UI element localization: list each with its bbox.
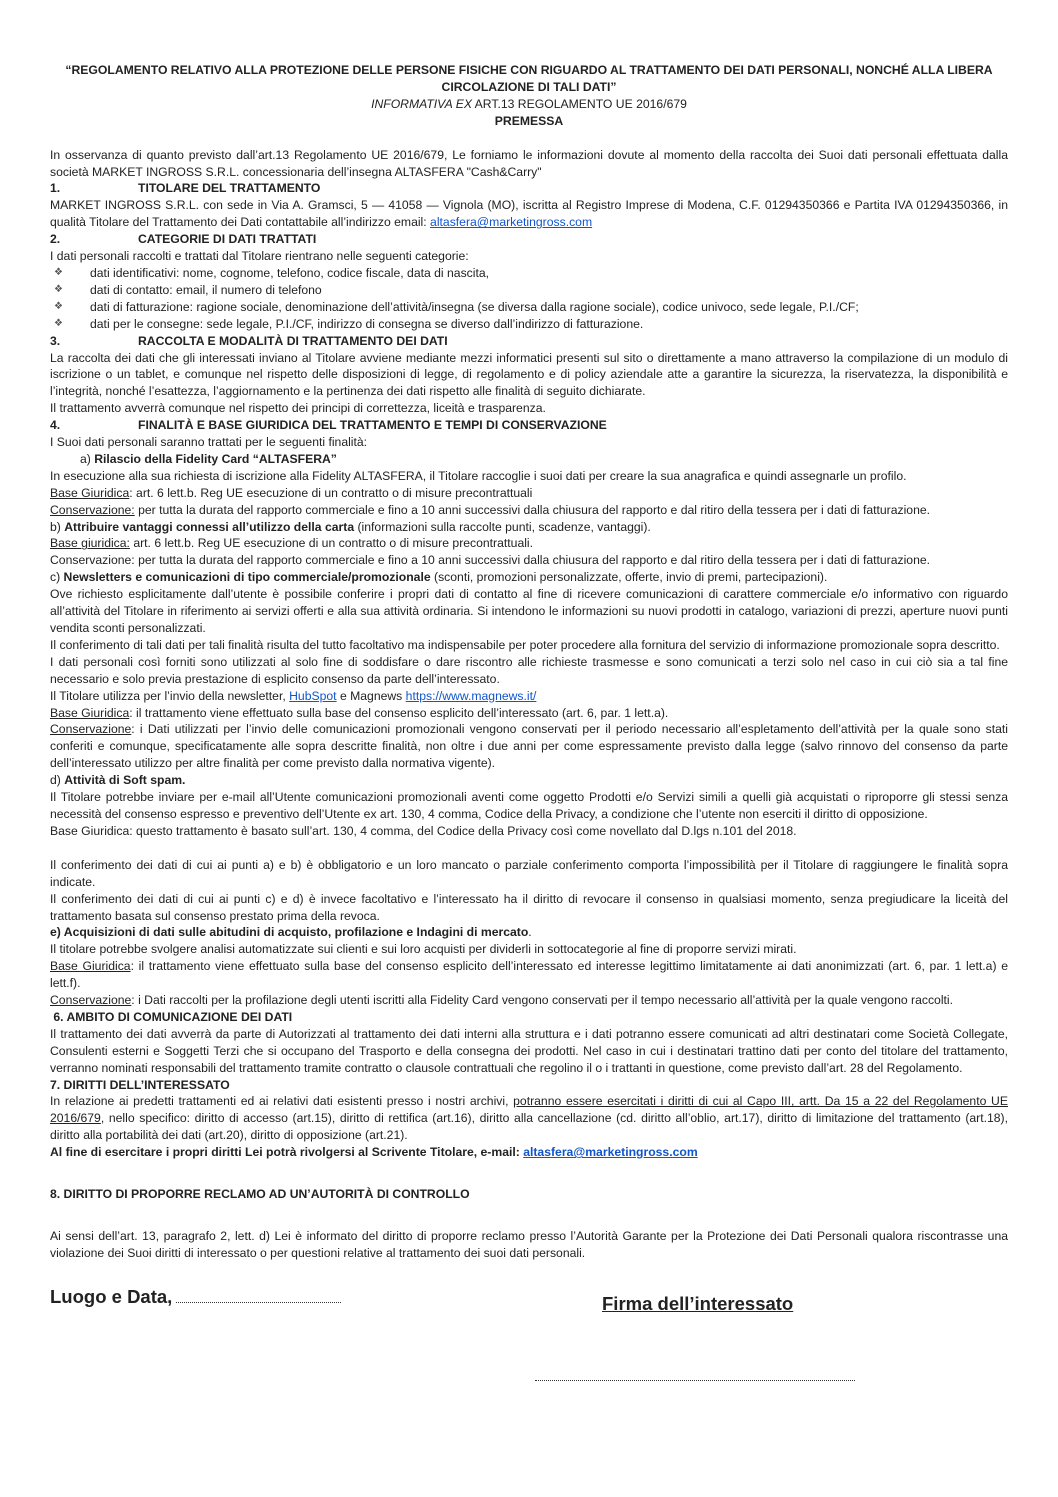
rights-underlined: potranno essere esercitati i diritti di cui al Capo III, artt. Da 15 a 22 del Regolamento UE 2016/679 — [50, 1094, 1008, 1126]
base-text: art. 6 lett.b. Reg UE esecuzione di un contratto o di misure precontrattuali. — [129, 536, 534, 551]
list-item-text: dati di contatto: email, il numero di telefono — [90, 282, 322, 297]
section-6-heading: 6. AMBITO DI COMUNICAZIONE DEI DATI — [50, 1009, 293, 1024]
section-number: 3. — [50, 333, 61, 348]
section-3-paragraph-2: Il trattamento avverrà comunque nel rispetto dei principi di correttezza, liceità e trasparenza. — [50, 401, 546, 416]
base-label: Base Giuridica — [50, 485, 130, 500]
conferimento-paragraph-1: Il conferimento dei dati di cui ai punti a) e b) è obbligatorio e un loro mancato o parziale conferimento comporta l’impossibilità per il Titolare di raggiungere le finalità sopra indicate. — [50, 857, 1008, 889]
section-1-heading — [50, 180, 1008, 197]
categories-list — [50, 265, 1008, 333]
list-item-text: dati identificativi: nome, cognome, telefono, codice fiscale, data di nascita, — [90, 265, 490, 280]
purpose-detail: (sconti, promozioni personalizzate, offerte, invio di premi, partecipazioni). — [430, 570, 828, 585]
purpose-b-base — [50, 535, 1008, 552]
diamond-bullet-icon: ❖ — [54, 266, 63, 278]
magnews-link[interactable]: https://www.magnews.it/ — [405, 688, 537, 703]
spacer — [50, 840, 1008, 857]
section-3-paragraph-1: La raccolta dei dati che gli interessati inviano al Titolare avviene mediante mezzi informatici presenti sul sito o direttamente a mano attraverso la compilazione di un modulo di iscrizione o un tablet, e comunque nel rispetto delle disposizioni di legge, di regolamento e di policy aziendale atte a garantire la sicurezza, la riservatezza, la disponibilità e l’integrità, nonché l’esattezza, l’aggiornamento e la pertinenza dei dati rispetto alle finalità di seguito dichiarate. — [50, 350, 1008, 399]
list-item-text: dati per le consegne: sede legale, P.I./CF, indirizzo di consegna se diverso dall’indirizzo di fatturazione. — [90, 316, 644, 331]
purpose-c-paragraph-4 — [50, 688, 1008, 705]
document-title: “REGOLAMENTO RELATIVO ALLA PROTEZIONE DELLE PERSONE FISICHE CON RIGUARDO AL TRATTAMENTO DEI DATI PERSONALI, NONCHÉ ALLA LIBERA CIRCOLAZIONE DI TALI DATI” — [65, 63, 993, 94]
base-text: : il trattamento viene effettuato sulla base del consenso esplicito dell’interessato ed interesse legittimo limitatamente ai dati anonimizzati (art. 6, par. 1 lett.a) e lett.f). — [50, 959, 1008, 991]
titolare-text: MARKET INGROSS S.R.L. con sede in Via A. Gramsci, 5 — 41058 — Vignola (MO), iscritta al Registro Imprese di Modena, C.F. 01294350366 e Partita IVA 01294350366, in qualità Titolare del Trattamento dei Dati contattabile all’indirizzo email: — [50, 198, 1008, 230]
newsletter-mid: e Magnews — [336, 688, 406, 703]
purpose-title: Attività di Soft spam. — [64, 773, 186, 788]
list-item-text: dati di fatturazione: ragione sociale, denominazione dell’attività/insegna (se diversa dalla ragione sociale), codice univoco, sede legale, P.I./CF; — [90, 299, 859, 314]
section-1-text — [50, 197, 1008, 231]
section-number: 4. — [50, 418, 61, 433]
purpose-detail: (informazioni sulla raccolte punti, scadenze, vantaggi). — [354, 519, 651, 534]
conservation-label: Conservazione — [50, 722, 132, 737]
section-7-heading: 7. DIRITTI DELL’INTERESSATO — [50, 1077, 230, 1092]
place-date-label: Luogo e Data, — [50, 1285, 173, 1307]
document-page — [50, 62, 1008, 1306]
section-3-heading — [50, 333, 1008, 350]
purpose-title: Rilascio della Fidelity Card “ALTASFERA” — [94, 451, 337, 466]
section-4-intro: I Suoi dati personali saranno trattati per le seguenti finalità: — [50, 435, 368, 450]
base-label: Base Giuridica — [50, 705, 130, 720]
purpose-b-conservation: Conservazione: per tutta la durata del rapporto commerciale e fino a 10 anni successivi dalla chiusura del rapporto e dal ritiro della tessera per i dati di fatturazione. — [50, 553, 931, 568]
purpose-d-heading — [50, 772, 1008, 789]
purpose-label: a) — [80, 451, 95, 466]
place-date-field — [50, 1285, 1008, 1307]
section-7-text — [50, 1093, 1008, 1144]
diamond-bullet-icon: ❖ — [54, 283, 63, 295]
section-title: RACCOLTA E MODALITÀ DI TRATTAMENTO DEI DATI — [138, 333, 448, 348]
purpose-a-text: In esecuzione alla sua richiesta di iscrizione alla Fidelity ALTASFERA, il Titolare raccoglie i suoi dati per creare la sua anagrafica e quindi assegnarle un profilo. — [50, 468, 907, 483]
purpose-title: Newsletters e comunicazioni di tipo commerciale/promozionale — [63, 570, 431, 585]
rights-intro: In relazione ai predetti trattamenti ed ai relativi dati esistenti presso i nostri archivi, — [50, 1094, 514, 1109]
conservation-label: Conservazione: — [50, 502, 135, 517]
intro-paragraph: In osservanza di quanto previsto dall’art.13 Regolamento UE 2016/679, Le forniamo le informazioni dovute al momento della raccolta dei Suoi dati personali effettuata dalla società MARKET INGROSS S.R.L. concessionaria dell’insegna ALTASFERA "Cash&Carry" — [50, 147, 1008, 179]
section-number: 2. — [50, 232, 61, 247]
purpose-c-paragraph-3: I dati personali così forniti sono utilizzati al solo fine di soddisfare o dare riscontro alle richieste trasmesse e sono comunicati a terzi solo nel caso in cui ciò sia a tal fine necessario e solo previa prestazione di esplicito consenso da parte dell’interessato. — [50, 654, 1008, 686]
purpose-c-base — [50, 705, 1008, 722]
list-item — [50, 282, 1008, 299]
purpose-e-paragraph: Il titolare potrebbe svolgere analisi automatizzate sui clienti e sui loro acquisti per dividerli in sottocategorie al fine di proporre servizi mirati. — [50, 942, 797, 957]
purpose-label: d) — [50, 773, 65, 788]
purpose-title: Attribuire vantaggi connessi all’utilizzo della carta — [64, 519, 355, 534]
contact-text: Al fine di esercitare i propri diritti Lei potrà rivolgersi al Scrivente Titolare, e-mail: — [50, 1145, 524, 1160]
spacer — [50, 1203, 1008, 1228]
section-6-text: Il trattamento dei dati avverrà da parte di Autorizzati al trattamento dei dati interni alla struttura e i dati potranno essere comunicati ad altri destinatari come Società Collegate, Consulenti esterni e Soggetti Terzi che si occupano del Trasporto e della consegna dei prodotti. Nel caso in cui i destinatari trattino dati per conto del titolare del trattamento, verranno nominati responsabili del trattamento tramite contratto o clausole contrattuali che regolino il o i trattanti in questione, come previsto dall’art. 28 del Regolamento. — [50, 1026, 1008, 1075]
purpose-a-base — [50, 485, 1008, 502]
subtitle-rest: ART.13 REGOLAMENTO UE 2016/679 — [471, 96, 687, 111]
spacer — [50, 1161, 1008, 1186]
diamond-bullet-icon: ❖ — [54, 317, 63, 329]
section-number: 1. — [50, 181, 61, 196]
purpose-c-conservation — [50, 721, 1008, 772]
diamond-bullet-icon: ❖ — [54, 300, 63, 312]
purpose-c-paragraph-1: Ove richiesto esplicitamente dall’utente è possibile conferire i propri dati di contatto al fine di ricevere comunicazioni di carattere commerciale e/o informativo con riguardo all’attività del Titolare in riferimento ai servizi offerti e alla sua attività ordinaria. Si intendono le informazioni su nuovi prodotti in catalogo, variazioni di prezzi, aperture nuovi punti vendita sconti personalizzati. — [50, 587, 1008, 635]
section-7-contact — [50, 1144, 1008, 1161]
purpose-b-heading — [50, 519, 1008, 536]
base-text: : art. 6 lett.b. Reg UE esecuzione di un contratto o di misure precontrattuali — [129, 485, 533, 500]
section-title: CATEGORIE DI DATI TRATTATI — [138, 232, 317, 247]
signature-input-line[interactable] — [535, 1380, 855, 1381]
section-8-text: Ai sensi dell’art. 13, paragrafo 2, lett. d) Lei è informato del diritto di proporre reclamo presso l’Autorità Garante per la Protezione dei Dati Personali qualora riscontrasse una violazione dei Suoi diritti di interessato o per questioni relative al trattamento dei suoi dati personali. — [50, 1229, 1008, 1260]
premessa-heading: PREMESSA — [494, 113, 564, 128]
purpose-d-paragraph-2: Base Giuridica: questo trattamento è basato sull’art. 130, 4 comma, del Codice della Privacy così come novellato dal D.lgs n.101 del 2018. — [50, 823, 797, 838]
purpose-d-paragraph-1: Il Titolare potrebbe inviare per e-mail all’Utente comunicazioni promozionali aventi come oggetto Prodotti e/o Servizi simili a quelli già acquistati o riproporre gli stessi senza necessità del consenso espresso e preventivo dell’Utente ex art. 130, 4 comma, Codice della Privacy, a condizione che l’utente non eserciti il diritto di opposizione. — [50, 790, 1008, 821]
subtitle-italic: INFORMATIVA EX — [371, 96, 472, 111]
section-4-heading — [50, 417, 1008, 434]
conservation-text: : i Dati raccolti per la profilazione degli utenti iscritti alla Fidelity Card vengono conservati per il tempo necessario all’attività per la quale vengono raccolti. — [131, 993, 954, 1008]
purpose-e-conservation — [50, 992, 1008, 1009]
rights-list: , nello specifico: diritto di accesso (art.15), diritto di rettifica (art.16), diritto alla cancellazione (cd. diritto all’oblio, art.17), diritto di limitazione del trattamento (art.18), diritto alla portabilità dei dati (art.20), diritto di opposizione (art.21). — [50, 1111, 1008, 1143]
conferimento-paragraph-2: Il conferimento dei dati di cui ai punti c) e d) è invece facoltativo e l’interessato ha il diritto di revocare il consenso in qualsiasi momento, senza pregiudicare la liceità del trattamento basata sul consenso prestato prima della revoca. — [50, 891, 1008, 923]
purpose-a-heading — [50, 451, 1008, 468]
place-date-input-line[interactable] — [176, 1288, 341, 1303]
section-8-heading: 8. DIRITTO DI PROPORRE RECLAMO AD UN’AUTORITÀ DI CONTROLLO — [50, 1187, 470, 1202]
list-item — [50, 316, 1008, 333]
purpose-c-paragraph-2: Il conferimento di tali dati per tali finalità risulta del tutto facoltativo ma indispensabile per poter procedere alla fornitura del servizio di informazione promozionale sopra descritto. — [50, 637, 1000, 652]
conservation-text: per tutta la durata del rapporto commerciale e fino a 10 anni successivi dalla chiusura del rapporto e dal ritiro della tessera per i dati di fatturazione. — [134, 502, 931, 517]
email-link[interactable]: altasfera@marketingross.com — [523, 1145, 698, 1160]
list-item — [50, 299, 1008, 316]
email-link[interactable]: altasfera@marketingross.com — [430, 215, 593, 230]
base-label: Base Giuridica — [50, 959, 131, 974]
purpose-label: b) — [50, 519, 65, 534]
section-2-heading — [50, 231, 1008, 248]
conservation-text: : i Dati utilizzati per l’invio delle comunicazioni promozionali vengono conservati per il periodo necessario all’espletamento dell’attività per la quale sono stati conferiti e comunque, specificatamente alle sopra descritte finalità, non oltre i due anni per come espressamente previsto dalla legge (salvo rinnovo del consenso da parte dell’interessato utilizzo per altre finalità per come previsto dalla normativa vigente). — [50, 722, 1008, 771]
conservation-label: Conservazione — [50, 993, 132, 1008]
purpose-c-heading — [50, 569, 1008, 586]
document-subtitle — [50, 96, 1008, 113]
purpose-e-base — [50, 958, 1008, 992]
section-title: FINALITÀ E BASE GIURIDICA DEL TRATTAMENTO E TEMPI DI CONSERVAZIONE — [138, 418, 607, 433]
base-label: Base giuridica: — [50, 536, 130, 551]
purpose-dot: . — [528, 925, 532, 940]
list-item — [50, 265, 1008, 282]
purpose-label: c) — [50, 570, 64, 585]
section-2-intro: I dati personali raccolti e trattati dal Titolare rientrano nelle seguenti categorie: — [50, 249, 469, 264]
purpose-a-conservation — [50, 502, 1008, 519]
signature-label: Firma dell’interessato — [602, 1293, 794, 1314]
newsletter-text: Il Titolare utilizza per l’invio della newsletter, — [50, 688, 290, 703]
purpose-e-heading — [50, 924, 1008, 941]
section-title: TITOLARE DEL TRATTAMENTO — [138, 181, 321, 196]
base-text: : il trattamento viene effettuato sulla base del consenso esplicito dell’interessato (art. 6, par. 1 lett.a). — [129, 705, 669, 720]
hubspot-link[interactable]: HubSpot — [289, 688, 337, 703]
purpose-title: e) Acquisizioni di dati sulle abitudini di acquisto, profilazione e Indagini di mercato — [50, 925, 529, 940]
